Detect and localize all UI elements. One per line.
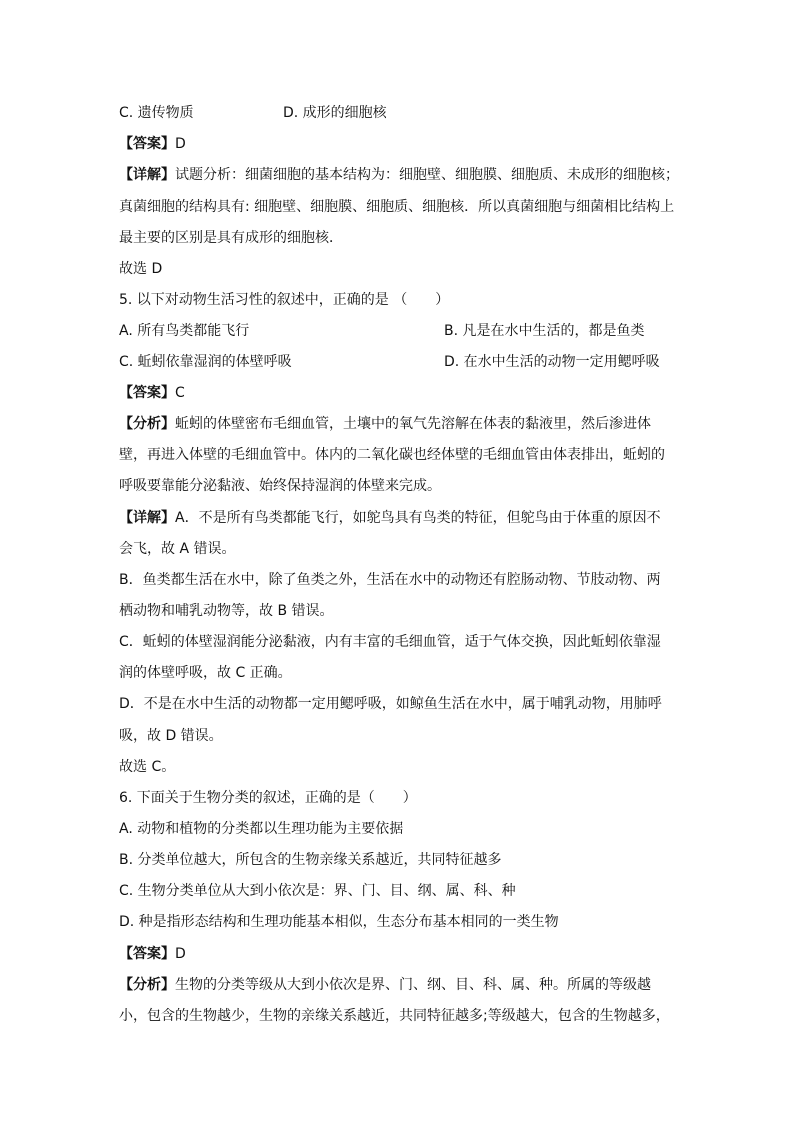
q6-option-a: A. 动物和植物的分类都以生理功能为主要依据 <box>119 821 404 837</box>
q4-detail-line-1 <box>119 165 679 185</box>
q4-detail-text-1: 试题分析：细菌细胞的基本结构为：细胞壁、细胞膜、细胞质、未成形的细胞核； <box>175 167 679 183</box>
q5-analysis-text-1: 蚯蚓的体壁密布毛细血管，土壤中的氧气先溶解在体表的黏液里，然后渗进体 <box>175 416 651 432</box>
q5-analysis-line-1 <box>119 414 651 434</box>
q5-detail-line-7: D．不是在水中生活的动物都一定用鳃呼吸，如鲸鱼生活在水中，属于哺乳动物，用肺呼 <box>119 696 662 712</box>
q5-detail-line-6: 润的体壁呼吸，故 C 正确。 <box>119 665 292 681</box>
q5-answer-tag: 【答案】 <box>119 385 175 401</box>
q5-analysis-tag: 【分析】 <box>119 416 175 432</box>
q4-answer-tag: 【答案】 <box>119 136 175 152</box>
q5-detail-line-1 <box>119 508 661 528</box>
q6-answer <box>119 944 186 964</box>
q5-answer <box>119 383 185 403</box>
q4-conclusion: 故选 D <box>119 261 163 277</box>
q5-detail-line-3: B．鱼类都生活在水中，除了鱼类之外，生活在水中的动物还有腔肠动物、节肢动物、两 <box>119 572 661 588</box>
q6-analysis-line-1 <box>119 975 651 995</box>
q4-detail-line-3: 最主要的区别是具有成形的细胞核． <box>119 230 343 246</box>
q5-detail-text-1: A．不是所有鸟类都能飞行，如鸵鸟具有鸟类的特征，但鸵鸟由于体重的原因不 <box>175 510 661 526</box>
q5-detail-line-8: 吸，故 D 错误。 <box>119 728 223 744</box>
q5-stem: 5. 以下对动物生活习性的叙述中，正确的是 （ ） <box>119 292 450 308</box>
q4-detail-line-2: 真菌细胞的结构具有: 细胞壁、细胞膜、细胞质、细胞核．所以真菌细胞与细菌相比结构上 <box>119 199 675 215</box>
q6-option-d: D. 种是指形态结构和生理功能基本相似，生态分布基本相同的一类生物 <box>119 914 559 930</box>
q5-analysis-line-2: 壁，再进入体壁的毛细血管中。体内的二氧化碳也经体壁的毛细血管由体表排出，蚯蚓的 <box>119 447 665 463</box>
q5-detail-line-2: 会飞，故 A 错误。 <box>119 541 236 557</box>
q5-analysis-line-3: 呼吸要靠能分泌黏液、始终保持湿润的体壁来完成。 <box>119 478 441 494</box>
q5-answer-value: C <box>175 385 185 401</box>
q6-analysis-tag: 【分析】 <box>119 977 175 993</box>
q4-options-row <box>119 103 387 123</box>
q5-option-c: C. 蚯蚓依靠湿润的体壁呼吸 <box>119 354 292 370</box>
q6-option-b: B. 分类单位越大，所包含的生物亲缘关系越近，共同特征越多 <box>119 852 502 868</box>
q5-detail-line-5: C．蚯蚓的体壁湿润能分泌黏液，内有丰富的毛细血管，适于气体交换，因此蚯蚓依靠湿 <box>119 634 661 650</box>
q4-detail-tag: 【详解】 <box>119 167 175 183</box>
q4-answer <box>119 134 186 154</box>
q5-options-row-2 <box>119 352 660 372</box>
q5-detail-line-4: 栖动物和哺乳动物等，故 B 错误。 <box>119 603 334 619</box>
q5-option-d: D. 在水中生活的动物一定用鳃呼吸 <box>444 354 660 370</box>
q6-option-c: C. 生物分类单位从大到小依次是：界、门、目、纲、属、科、种 <box>119 883 516 899</box>
q6-answer-tag: 【答案】 <box>119 946 175 962</box>
q4-answer-value: D <box>175 136 186 152</box>
q4-option-d: D. 成形的细胞核 <box>283 105 387 121</box>
q4-option-c: C. 遗传物质 <box>119 105 194 121</box>
q6-analysis-line-2: 小，包含的生物越少，生物的亲缘关系越近，共同特征越多;等级越大，包含的生物越多， <box>119 1008 670 1024</box>
q6-stem: 6. 下面关于生物分类的叙述，正确的是（ ） <box>119 790 417 806</box>
q5-detail-tag: 【详解】 <box>119 510 175 526</box>
q5-conclusion: 故选 C。 <box>119 759 176 775</box>
q5-options-row-1 <box>119 321 645 341</box>
q6-answer-value: D <box>175 946 186 962</box>
q6-analysis-text-1: 生物的分类等级从大到小依次是界、门、纲、目、科、属、种。所属的等级越 <box>175 977 651 993</box>
q5-option-b: B. 凡是在水中生活的，都是鱼类 <box>444 323 645 339</box>
q5-option-a: A. 所有鸟类都能飞行 <box>119 323 250 339</box>
